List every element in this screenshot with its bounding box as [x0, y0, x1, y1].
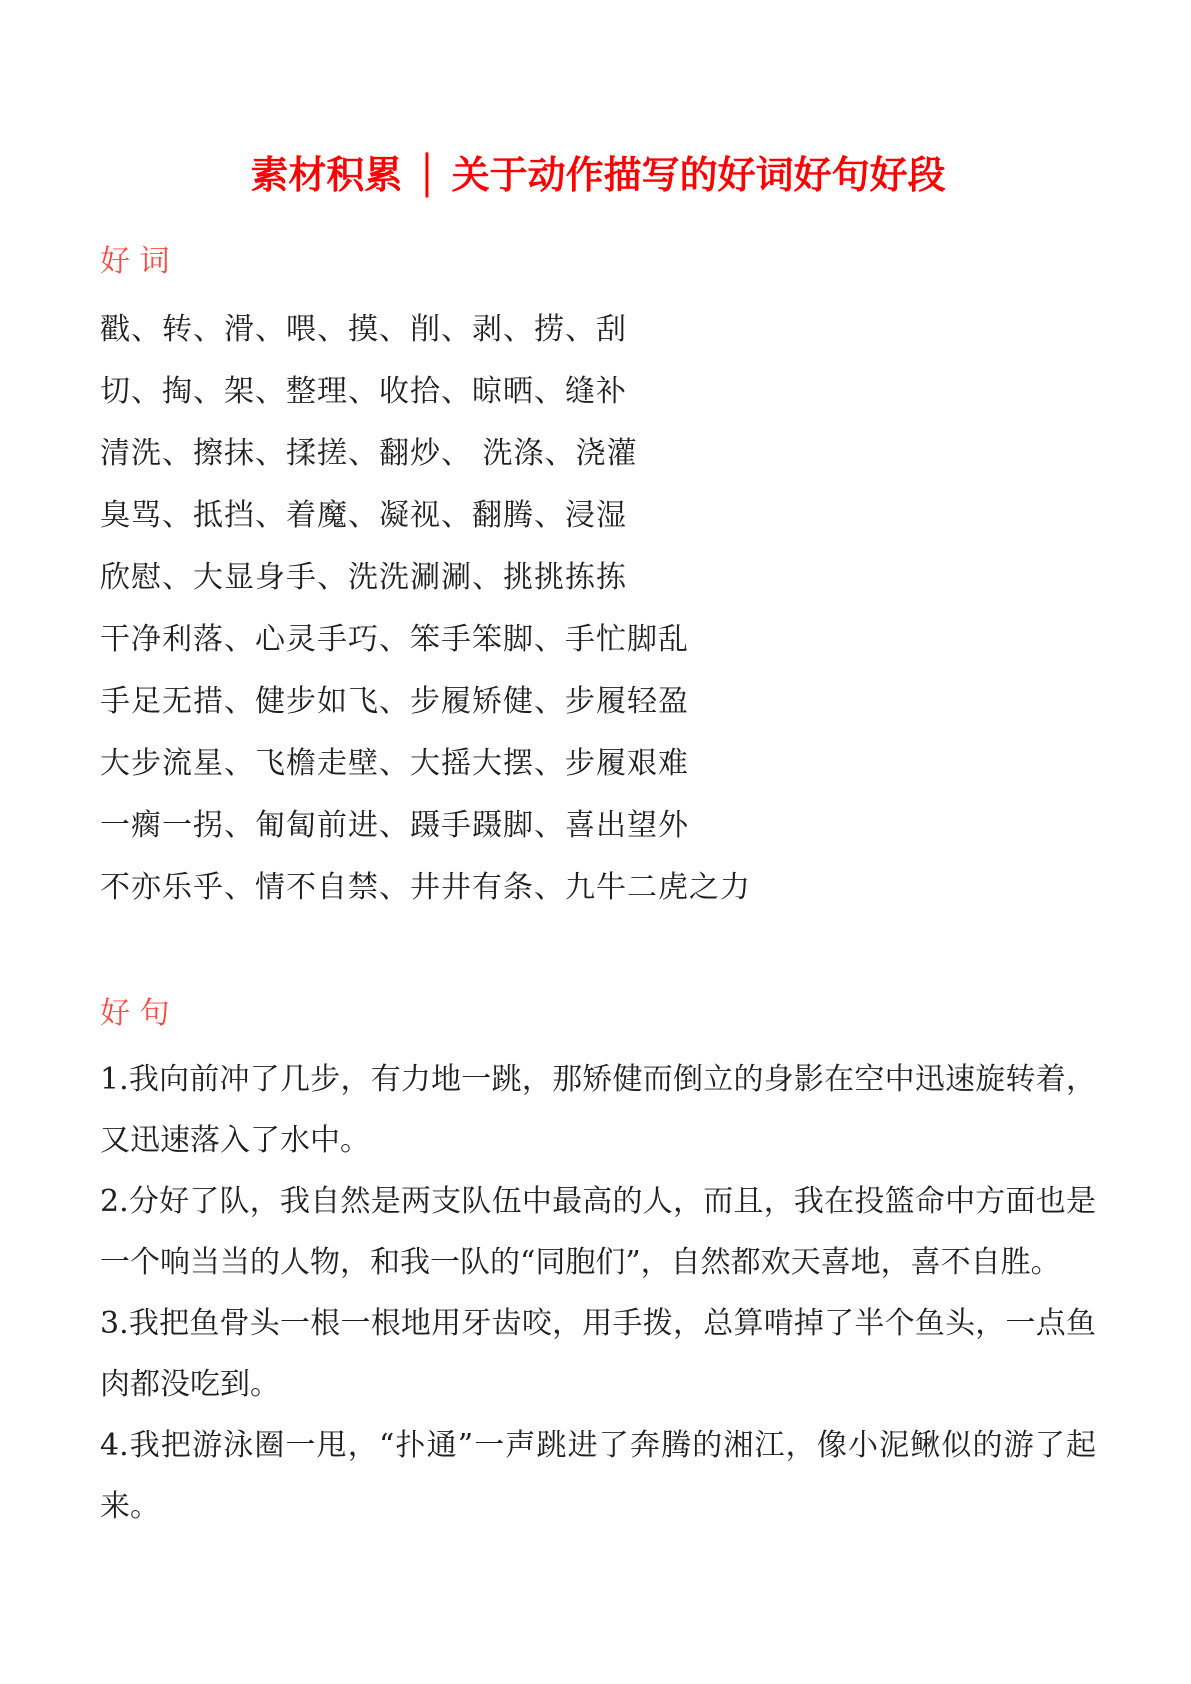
word-line: 干净利落、心灵手巧、笨手笨脚、手忙脚乱 — [100, 622, 689, 657]
word-line: 不亦乐乎、情不自禁、井井有条、九牛二虎之力 — [100, 870, 751, 905]
good-words-list — [100, 299, 1096, 919]
word-line: 戳、转、滑、喂、摸、削、剥、捞、刮 — [100, 312, 627, 347]
word-line: 一瘸一拐、匍匐前进、蹑手蹑脚、喜出望外 — [100, 808, 689, 843]
word-line: 欣慰、大显身手、洗洗涮涮、挑挑拣拣 — [100, 560, 627, 595]
word-line: 大步流星、飞檐走壁、大摇大摆、步履艰难 — [100, 746, 689, 781]
good-sentences-list — [100, 1049, 1096, 1537]
word-line: 切、掏、架、整理、收拾、晾晒、缝补 — [100, 374, 627, 409]
good-words-heading: 好 词 — [100, 244, 170, 279]
good-sentences-heading: 好 句 — [100, 996, 170, 1031]
document-title: 素材积累 │ 关于动作描写的好词好句好段 — [250, 152, 946, 197]
word-line: 臭骂、抵挡、着魔、凝视、翻腾、浸湿 — [100, 498, 627, 533]
sentence-item: 2.分好了队，我自然是两支队伍中最高的人，而且，我在投篮命中方面也是一个响当当的人物，和我一队的“同胞们”，自然都欢天喜地，喜不自胜。 — [100, 1184, 1096, 1280]
word-line: 清洗、擦抹、揉搓、翻炒、 洗涤、浇灌 — [100, 436, 638, 471]
sentence-item: 3.我把鱼骨头一根一根地用牙齿咬，用手拨，总算啃掉了半个鱼头，一点鱼肉都没吃到。 — [100, 1306, 1096, 1402]
sentence-item: 1.我向前冲了几步，有力地一跳，那矫健而倒立的身影在空中迅速旋转着，又迅速落入了水中。 — [100, 1062, 1096, 1158]
word-line: 手足无措、健步如飞、步履矫健、步履轻盈 — [100, 684, 689, 719]
sentence-item: 4.我把游泳圈一甩，“扑通”一声跳进了奔腾的湘江，像小泥鳅似的游了起来。 — [100, 1428, 1096, 1524]
